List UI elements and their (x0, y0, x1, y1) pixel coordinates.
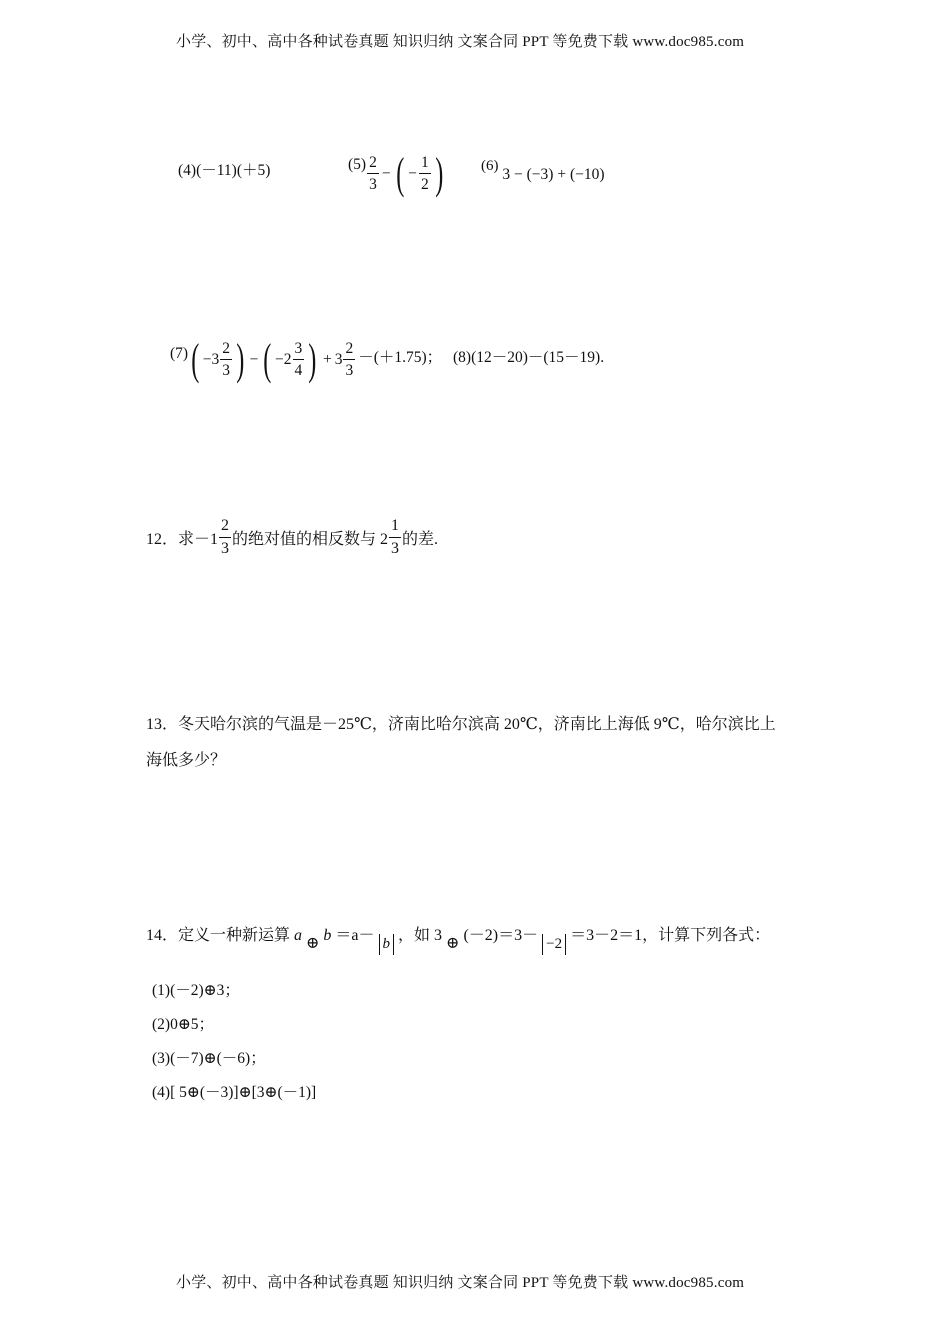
q12-fraction-2 (389, 518, 401, 557)
var-b: b (323, 927, 332, 944)
question-13-line-2: 海低多少？ (146, 752, 227, 769)
expr-part: 3 − (502, 166, 527, 183)
q12-fraction-1 (219, 518, 231, 557)
var-a: a (294, 927, 303, 944)
minus-sign: − (408, 164, 417, 182)
minus-sign: − (381, 164, 391, 182)
q14-example-start: ，如 3 (398, 927, 443, 944)
fraction-numerator: 1 (420, 153, 429, 171)
q14-item-4: (4)[ 5⊕(－3)]⊕[3⊕(－1)] (152, 1084, 317, 1101)
question-12 (146, 518, 438, 557)
fraction-denominator: 3 (389, 537, 401, 557)
problem-5-fraction-1 (367, 155, 379, 193)
mixed-whole: −3 (202, 350, 220, 368)
problem-7 (170, 335, 443, 384)
left-paren: ( (263, 335, 272, 384)
problem-4: (4)(－11)(＋5) (178, 162, 271, 179)
problem-7-label: (7) (170, 345, 189, 362)
abs-minus-2: −2 (542, 934, 566, 955)
oplus-symbol: ⊕ (446, 935, 460, 952)
left-paren: ( (395, 149, 404, 198)
fraction-denominator: 2 (419, 173, 431, 193)
q12-prefix: 12．求－1 (146, 531, 219, 548)
fraction-numerator: 1 (391, 517, 400, 534)
question-13-line-1: 13．冬天哈尔滨的气温是－25℃，济南比哈尔滨高 20℃，济南比上海低 9℃，哈尔滨比上 (146, 716, 776, 733)
fraction-denominator: 4 (293, 359, 305, 379)
fraction-numerator: 2 (221, 517, 230, 534)
expr-part: (−3) (526, 166, 554, 183)
q12-suffix: 的差. (402, 531, 439, 548)
right-paren: ) (308, 335, 317, 384)
fraction-denominator: 3 (219, 537, 231, 557)
mixed-whole: 3 (334, 350, 343, 368)
fraction-numerator: 2 (345, 339, 354, 357)
left-paren: ( (191, 335, 200, 384)
q12-mid: 的绝对值的相反数与 2 (232, 531, 389, 548)
question-14 (146, 922, 771, 953)
problem-5-label: (5) (348, 156, 367, 173)
q14-item-2: (2)0⊕5； (152, 1016, 215, 1033)
problem-6-label: (6) (481, 158, 499, 174)
mixed-whole: −2 (275, 350, 292, 368)
fraction-denominator: 3 (367, 173, 379, 193)
problem-7-fraction-1 (220, 341, 232, 379)
fraction-numerator: 2 (369, 153, 377, 171)
problem-5-fraction-2 (419, 155, 431, 193)
right-paren: ) (435, 149, 444, 198)
oplus-symbol: ⊕ (306, 935, 320, 952)
problem-7-fraction-3 (343, 341, 355, 379)
minus-sign: − (249, 350, 259, 368)
q14-prefix: 14．定义一种新运算 (146, 927, 295, 944)
problem-6 (481, 158, 605, 183)
problem-7-tail: －(＋1.75)； (358, 349, 443, 366)
page-footer: 小学、初中、高中各种试卷真题 知识归纳 文案合同 PPT 等免费下载 www.doc985.com (176, 1275, 745, 1291)
q14-example-tail: ＝3－2＝1，计算下列各式： (570, 927, 771, 944)
q14-def: ＝a－ (335, 927, 375, 944)
problem-6-expression (502, 166, 604, 183)
q14-item-1: (1)(－2)⊕3； (152, 982, 240, 999)
problem-5 (348, 149, 446, 198)
plus-sign: + (553, 166, 570, 183)
page-header: 小学、初中、高中各种试卷真题 知识归纳 文案合同 PPT 等免费下载 www.doc985.com (176, 34, 745, 50)
fraction-denominator: 3 (220, 359, 232, 379)
abs-b: b (379, 934, 395, 955)
fraction-numerator: 2 (222, 339, 230, 357)
q14-example-mid: (－2)＝3－ (463, 927, 539, 944)
q14-item-3: (3)(－7)⊕(－6)； (152, 1050, 266, 1067)
plus-sign: + (322, 350, 332, 368)
fraction-denominator: 3 (343, 359, 355, 379)
problem-8: (8)(12－20)－(15－19). (453, 349, 605, 366)
expr-part: (−10) (569, 166, 605, 183)
problem-7-fraction-2 (293, 341, 305, 379)
fraction-numerator: 3 (294, 339, 303, 357)
right-paren: ) (236, 335, 245, 384)
